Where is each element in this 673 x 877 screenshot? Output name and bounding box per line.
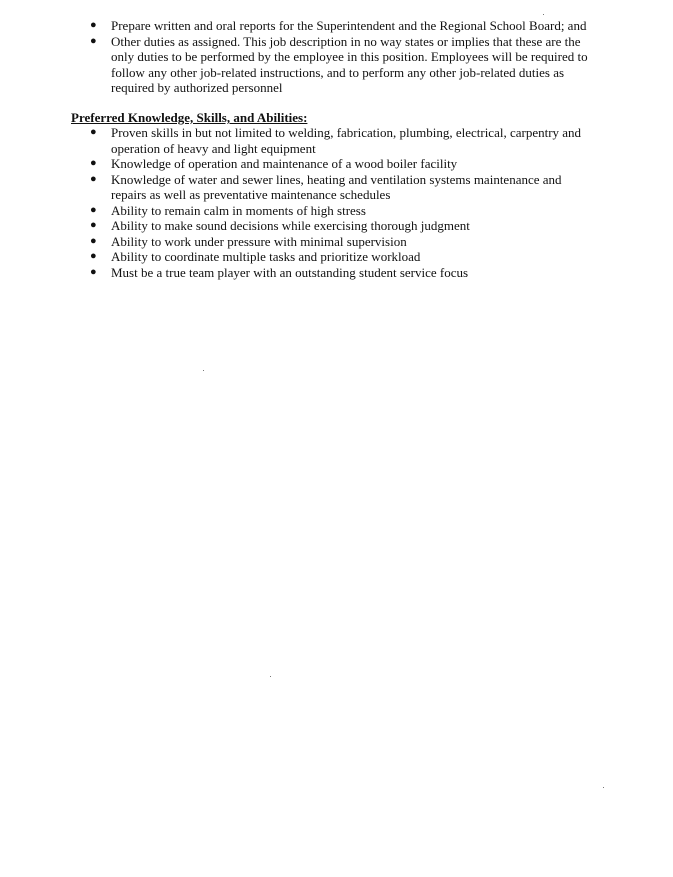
list-item bbox=[0, 249, 673, 265]
list-item bbox=[0, 234, 673, 250]
scan-speck bbox=[203, 370, 204, 371]
list-item bbox=[0, 156, 673, 172]
list-item bbox=[0, 18, 673, 34]
bullet-icon: ● bbox=[90, 265, 97, 278]
bullet-icon: ● bbox=[90, 172, 97, 185]
list-item-text: Knowledge of water and sewer lines, heating and ventilation systems maintenance and repairs as well as preventative maintenance schedules bbox=[111, 171, 562, 202]
list-item bbox=[0, 125, 673, 156]
bullet-icon: ● bbox=[90, 234, 97, 247]
list-item bbox=[0, 265, 673, 281]
bullet-icon: ● bbox=[90, 34, 97, 47]
section-heading: Preferred Knowledge, Skills, and Abilities: bbox=[71, 110, 308, 125]
list-item-text: Ability to make sound decisions while exercising thorough judgment bbox=[111, 218, 470, 233]
list-item-text: Ability to work under pressure with minimal supervision bbox=[111, 233, 407, 249]
bullet-icon: ● bbox=[90, 203, 97, 216]
list-item bbox=[0, 172, 636, 203]
bullet-icon: ● bbox=[90, 126, 97, 138]
bullet-icon: ● bbox=[90, 157, 97, 169]
bullet-icon: ● bbox=[90, 250, 97, 262]
list-item-text: Knowledge of operation and maintenance of a wood boiler facility bbox=[111, 156, 458, 171]
bullet-icon: ● bbox=[90, 219, 97, 231]
list-item-text: Must be a true team player with an outstanding student service focus bbox=[111, 264, 469, 280]
scan-speck bbox=[543, 14, 544, 15]
scan-speck bbox=[603, 787, 604, 788]
list-item-text: Proven skills in but not limited to welding, fabrication, plumbing, electrical, carpentry and operation of heavy and light equipment bbox=[111, 125, 582, 156]
list-item bbox=[0, 34, 641, 96]
list-item-text: Other duties as assigned. This job description in no way states or implies that these are the only duties to be performed by the employee in this position. Employees will be required to follow any other job-related instructions, and to perform any other job-related duties as required by authorized personnel bbox=[111, 33, 588, 95]
duties-list-continued bbox=[0, 18, 673, 96]
list-item-text: Prepare written and oral reports for the Superintendent and the Regional School Board; and bbox=[111, 18, 587, 33]
list-item bbox=[0, 203, 673, 219]
bullet-icon: ● bbox=[90, 19, 97, 31]
list-item bbox=[0, 218, 673, 234]
scan-speck bbox=[270, 676, 271, 677]
skills-list bbox=[0, 125, 673, 280]
list-item-text: Ability to remain calm in moments of high stress bbox=[111, 202, 366, 218]
list-item-text: Ability to coordinate multiple tasks and prioritize workload bbox=[111, 249, 421, 264]
